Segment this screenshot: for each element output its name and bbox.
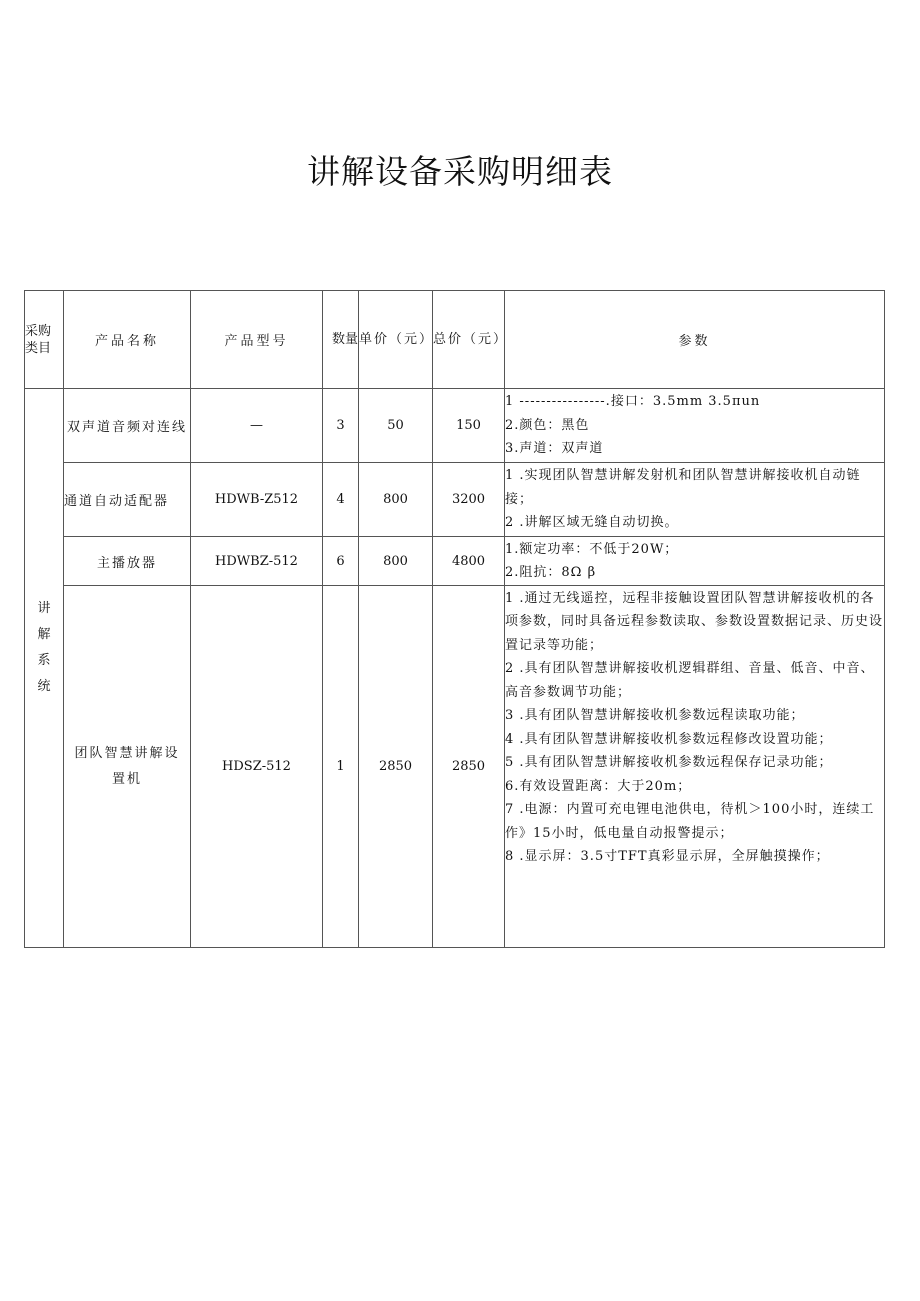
- params-cell: [505, 463, 885, 537]
- params-cell: [505, 537, 885, 586]
- header-row: [25, 291, 885, 389]
- product-model: HDWB-Z512: [191, 463, 323, 537]
- param-line: 2.阻抗：8Ω β: [505, 565, 597, 580]
- header-product-name: 产品名称: [64, 291, 191, 389]
- param-line: 3 .具有团队智慧讲解接收机参数远程读取功能；: [505, 708, 805, 723]
- quantity: 6: [323, 537, 359, 586]
- param-line: 1 ----------------.接口：3.5mm 3.5πun: [505, 394, 761, 410]
- header-unit-price: 单价（元）: [359, 291, 433, 389]
- unit-price: 2850: [359, 586, 433, 948]
- table-row: [25, 586, 885, 948]
- param-line: 4 .具有团队智慧讲解接收机参数远程修改设置功能；: [505, 731, 833, 747]
- total-price: 150: [433, 389, 505, 463]
- param-line: 8 .显示屏：3.5寸TFT真彩显示屏，全屏触摸操作；: [505, 849, 830, 864]
- param-line: 3.声道：双声道: [505, 441, 604, 457]
- category-cell: [25, 389, 64, 948]
- params-cell: [505, 389, 885, 463]
- params-cell: [505, 586, 885, 948]
- procurement-table: [24, 290, 885, 948]
- product-model: HDWBZ-512: [191, 537, 323, 586]
- param-line: 7 .电源：内置可充电锂电池供电，待机＞100小时，连续工作》15小时，低电量自动报警提示；: [505, 802, 875, 841]
- param-line: 2 .讲解区域无缝自动切换。: [505, 515, 679, 531]
- unit-price: 50: [359, 389, 433, 463]
- table-row: [25, 463, 885, 537]
- quantity: 4: [323, 463, 359, 537]
- unit-price: 800: [359, 463, 433, 537]
- product-name: 主播放器: [64, 537, 191, 586]
- header-category: 采购类目: [25, 291, 64, 389]
- product-name: 团队智慧讲解设置机: [64, 586, 191, 948]
- table-row: [25, 389, 885, 463]
- total-price: 2850: [433, 586, 505, 948]
- header-model: 产品型号: [191, 291, 323, 389]
- header-total-price: 总价（元）: [433, 291, 505, 389]
- param-line: 2 .具有团队智慧讲解接收机逻辑群组、音量、低音、中音、高音参数调节功能；: [505, 661, 875, 700]
- table-row: [25, 537, 885, 586]
- product-name: 双声道音频对连线: [64, 389, 191, 463]
- total-price: 3200: [433, 463, 505, 537]
- product-model: HDSZ-512: [191, 586, 323, 948]
- header-params: 参数: [505, 291, 885, 389]
- param-line: 1 .通过无线遥控，远程非接触设置团队智慧讲解接收机的各项参数，同时具备远程参数读取、参数设置数据记录、历史设置记录等功能；: [505, 590, 884, 653]
- category-label: 讲解系统: [37, 601, 51, 694]
- param-line: 2.颜色：黑色: [505, 417, 590, 433]
- param-line: 1.额定功率：不低于20W；: [505, 541, 679, 557]
- total-price: 4800: [433, 537, 505, 586]
- param-line: 6.有效设置距离：大于20m；: [505, 778, 692, 794]
- product-model: —: [191, 389, 323, 463]
- param-line: 1 .实现团队智慧讲解发射机和团队智慧讲解接收机自动链接；: [505, 468, 861, 507]
- quantity: 3: [323, 389, 359, 463]
- document-title: 讲解设备采购明细表: [307, 152, 613, 191]
- product-name: 通道自动适配器: [64, 463, 191, 537]
- quantity: 1: [323, 586, 359, 948]
- param-line: 5 .具有团队智慧讲解接收机参数远程保存记录功能；: [505, 755, 833, 770]
- unit-price: 800: [359, 537, 433, 586]
- header-quantity: 数量: [323, 291, 359, 389]
